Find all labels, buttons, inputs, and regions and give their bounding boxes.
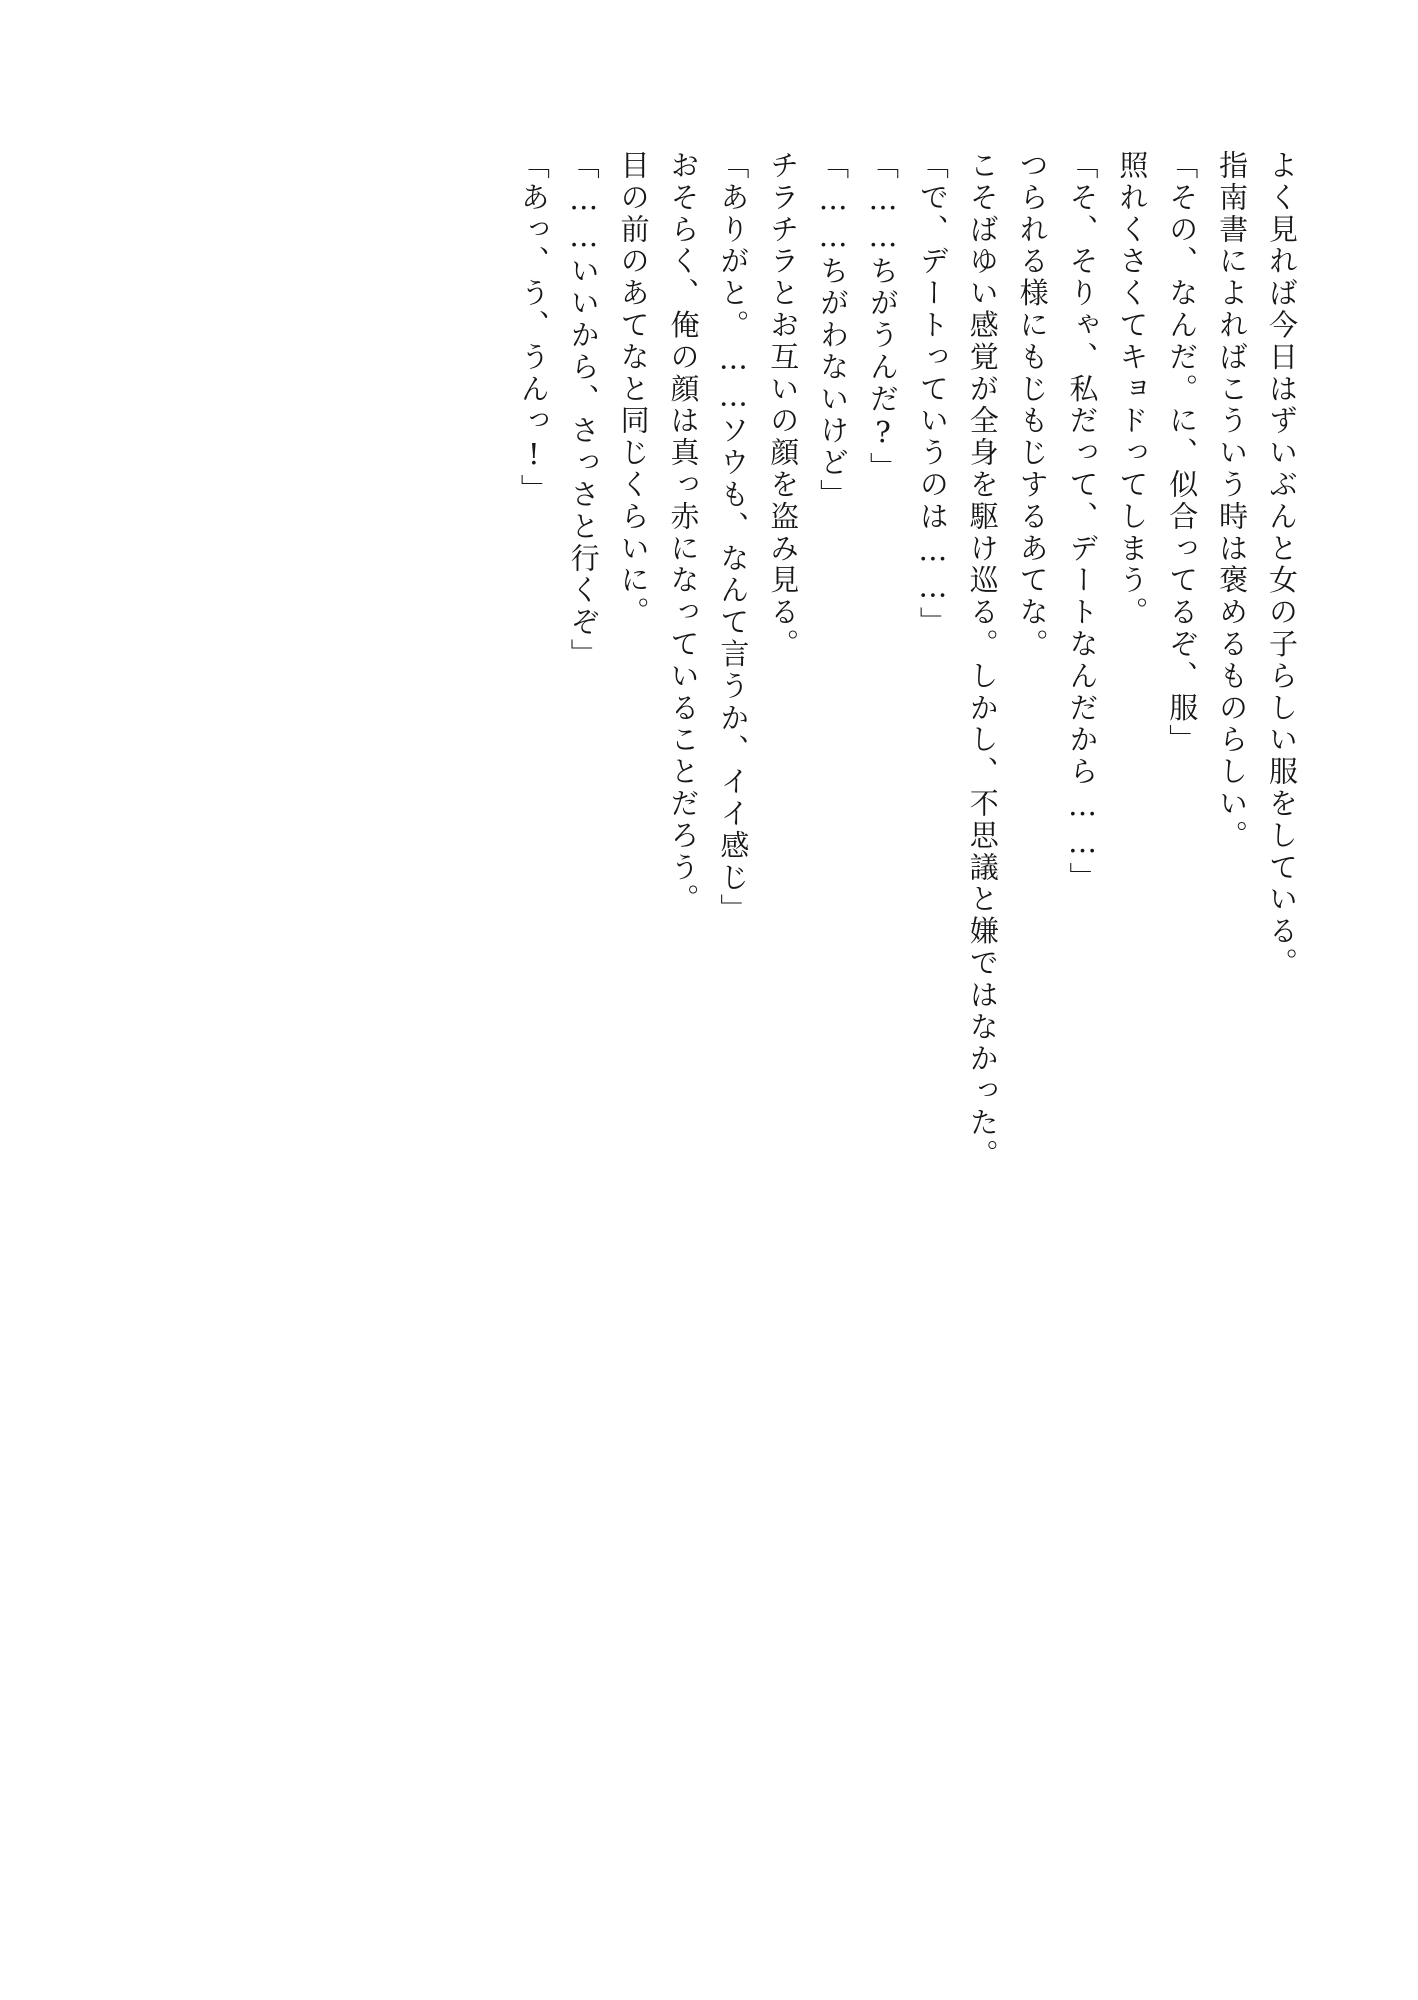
text-line: 目の前のあてなと同じくらいに。 bbox=[616, 150, 651, 629]
text-line: 照れくさくてキョドってしまう。 bbox=[1115, 150, 1150, 629]
vertical-text-body bbox=[126, 150, 1306, 1710]
text-line: 「で、デートっていうのは……」 bbox=[915, 150, 950, 639]
text-line: よく見れば今日はずいぶんと女の子らしい服をしている。 bbox=[1265, 150, 1299, 980]
text-line: 「その、なんだ。に、似合ってるぞ、服」 bbox=[1165, 150, 1200, 757]
text-line: 「……ちがわないけど」 bbox=[816, 150, 851, 511]
text-line: 指南書によればこういう時は褒めるものらしい。 bbox=[1215, 150, 1250, 852]
text-line: こそばゆい感覚が全身を駆け巡る。しかし、不思議と嫌ではなかった。 bbox=[965, 150, 1000, 1171]
text-line: 「あっ、う、うんっ!」 bbox=[516, 150, 551, 506]
text-line: 「そ、そりゃ、私だって、デートなんだから……」 bbox=[1065, 150, 1100, 894]
text-line: 「……ちがうんだ?」 bbox=[866, 150, 900, 484]
text-line: おそらく、俺の顔は真っ赤になっていることだろう。 bbox=[666, 150, 701, 916]
text-line: つられる様にもじもじするあてな。 bbox=[1015, 150, 1050, 661]
text-line: チラチラとお互いの顔を盗み見る。 bbox=[766, 150, 801, 661]
text-line: 「……いいから、さっさと行くぞ」 bbox=[566, 150, 601, 671]
text-line: 「ありがと。……ソウも、なんて言うか、イイ感じ」 bbox=[716, 150, 751, 926]
